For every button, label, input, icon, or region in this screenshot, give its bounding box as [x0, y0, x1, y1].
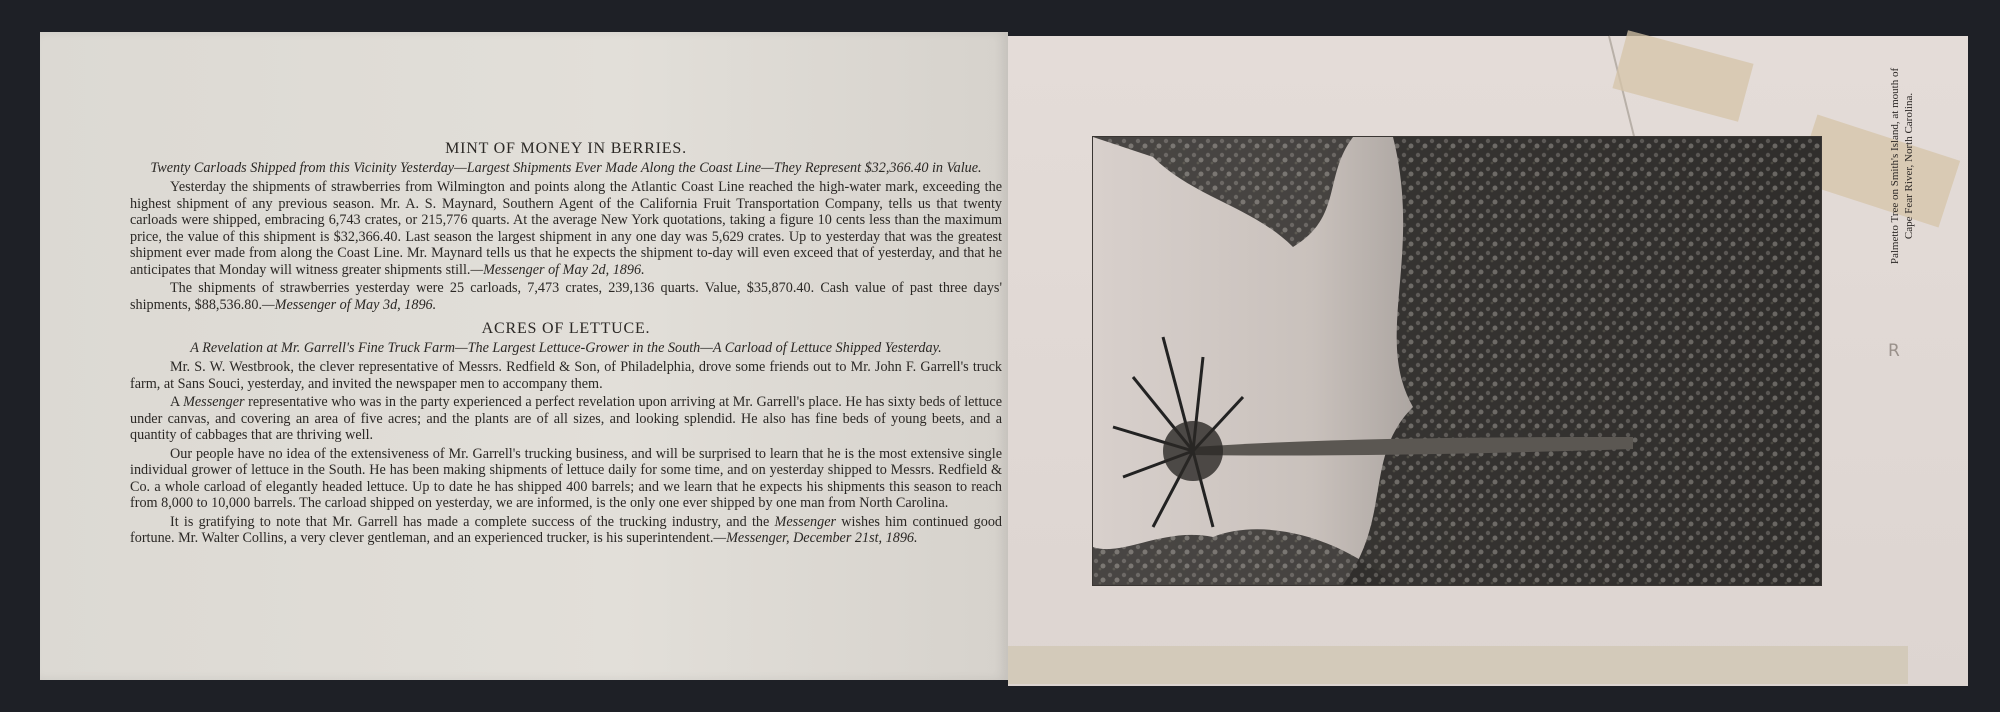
citation: —Messenger, December 21st, 1896. [713, 530, 918, 546]
tape-strip [1008, 646, 1908, 684]
article-paragraph [130, 446, 1002, 512]
right-page [1008, 36, 1968, 686]
palmetto-photograph [1092, 136, 1822, 586]
left-page [40, 32, 1008, 680]
paragraph-text: The shipments of strawberries yesterday were 25 carloads, 7,473 crates, 239,136 quarts. Value, $35,870.40. Cash value of past three days' shipments, $88,536.80. [130, 280, 1002, 313]
article-title-lettuce: ACRES OF LETTUCE. [481, 320, 651, 337]
article-paragraph [130, 280, 1002, 313]
paragraph-text: representative who was in the party experienced a perfect revelation upon arriving at Mr. Garrell's place. He has sixty beds of lettuce under canvas, and covering an area of five acres; and the plants are of all sizes, and looking splendid. He also has fine beds of young beets, and a quantity of cabbages that are thriving well. [130, 394, 1002, 443]
caption-line: Cape Fear River, North Carolina. [1903, 92, 1915, 240]
tape-strip [1612, 30, 1753, 122]
paragraph-text: wishes him continued good fortune. Mr. Walter Collins, a very clever gentleman, and an experienced trucker, is his superintendent. [130, 513, 1003, 546]
messenger-italic: Messenger [774, 513, 837, 530]
paragraph-lead: A [170, 394, 180, 410]
citation: —Messenger of May 3d, 1896. [262, 296, 437, 313]
paragraph-text: Our people have no idea of the extensiveness of Mr. Garrell's trucking business, and will be surprised to learn that he is the most extensive single individual grower of lettuce in the South. He has been making shipments of lettuce daily for some time, and on yesterday shipped to Messrs. Redfield & Co. a whole carload of elegantly headed lettuce. Up to date he has shipped 400 barrels; and we learn that he expects his shipments this season to reach from 8,000 to 10,000 barrels. The carload shipped on yesterday, we are informed, is the only one ever shipped by one man from North Carolina. [130, 445, 1002, 511]
paragraph-text: Mr. S. W. Westbrook, the clever representative of Messrs. Redfield & Son, of Philadelphia, drove some friends out to Mr. John F. Garrell's truck farm, at Sans Souci, yesterday, and invited the newspaper men to accompany them. [130, 359, 1002, 392]
palmetto-photo-image [1093, 137, 1821, 585]
article-paragraph [130, 514, 1002, 547]
article-paragraph [130, 179, 1002, 278]
paragraph-text: It is gratifying to note that Mr. Garrell has made a complete success of the trucking industry, and the [170, 513, 770, 530]
paragraph-text: Yesterday the shipments of strawberries from Wilmington and points along the Atlantic Coast Line reached the high-water mark, exceeding the highest shipment of any previous season. Mr. A. S. Maynard, Southern Agent of the California Fruit Transportation Company, tells us that twenty carloads were shipped, embracing 6,743 crates, or 215,776 quarts. At the average New York quotations, taking a figure 10 cents less than the maximum price, the value of this shipment is $32,366.40. Last season the largest shipment in any one day was 5,629 crates. Up to yesterday that was the greatest shipment ever made from along the Coast Line. Mr. Maynard tells us that he expects the shipment to-day will even exceed that of yesterday, and that he anticipates that Monday will witness greater shipments still. [130, 179, 1002, 278]
article-subhead-berries: Twenty Carloads Shipped from this Vicinity Yesterday—Largest Shipments Ever Made Along the Coast Line—They Represent $32,366.40 in Value. [150, 160, 982, 176]
pencil-mark: R [1888, 341, 1900, 361]
messenger-italic: Messenger [183, 394, 245, 410]
citation: —Messenger of May 2d, 1896. [470, 261, 645, 278]
text-column [130, 106, 1002, 549]
caption-line: Palmetto Tree on Smith's Island, at mouth of [1889, 67, 1901, 265]
article-title-berries: MINT OF MONEY IN BERRIES. [445, 140, 687, 157]
article-paragraph [130, 359, 1002, 392]
article-paragraph [130, 394, 1002, 444]
article-subhead-lettuce: A Revelation at Mr. Garrell's Fine Truck Farm—The Largest Lettuce-Grower in the South—A Carload of Lettuce Shipped Yesterday. [190, 340, 942, 356]
